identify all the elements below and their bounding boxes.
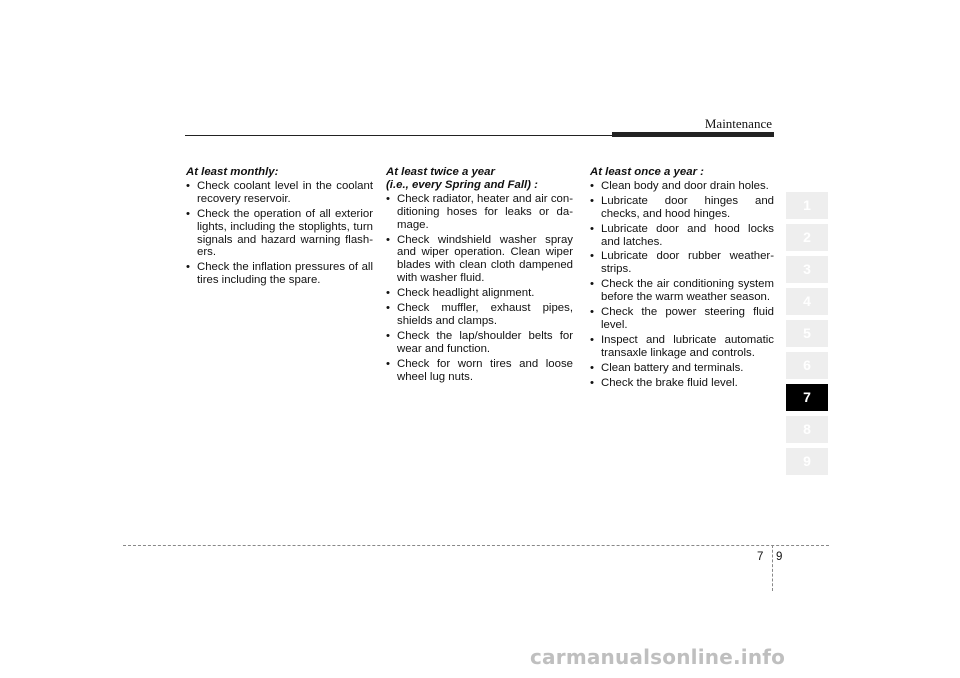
checklist bbox=[186, 180, 373, 287]
list-item: • Check coolant level in the coolant recovery reservoir. bbox=[186, 180, 373, 206]
list-item: • Lubricate door and hood locks and latches. bbox=[590, 223, 774, 249]
list-item: • Lubricate door hinges and checks, and hood hinges. bbox=[590, 195, 774, 221]
page-number-divider bbox=[772, 545, 773, 591]
chapter-tab-8[interactable]: 8 bbox=[786, 416, 828, 443]
column-heading: At least once a year : bbox=[590, 166, 704, 178]
list-item: • Check the air conditioning system before the warm weather season. bbox=[590, 278, 774, 304]
chapter-tab-6[interactable]: 6 bbox=[786, 352, 828, 379]
chapter-tab-4[interactable]: 4 bbox=[786, 288, 828, 315]
list-item: • Clean battery and terminals. bbox=[590, 362, 774, 375]
list-item: • Check windshield washer spray and wiper operation. Clean wiper blades with clean cloth dampened with washer fluid. bbox=[386, 234, 573, 286]
list-item: • Check the lap/shoulder belts for wear and function. bbox=[386, 330, 573, 356]
page-chapter-number: 7 bbox=[757, 551, 764, 563]
list-item: • Check for worn tires and loose wheel lug nuts. bbox=[386, 358, 573, 384]
list-item: • Clean body and door drain holes. bbox=[590, 180, 774, 193]
list-item: • Check the inflation pressures of all tires including the spare. bbox=[186, 261, 373, 287]
chapter-tab-5[interactable]: 5 bbox=[786, 320, 828, 347]
checklist bbox=[590, 180, 774, 390]
list-item: • Lubricate door rubber weather-strips. bbox=[590, 250, 774, 276]
list-item: • Check radiator, heater and air con-ditioning hoses for leaks or da-mage. bbox=[386, 193, 573, 232]
list-item: • Check the operation of all exterior lights, including the stoplights, turn signals and hazard warning flash-ers. bbox=[186, 208, 373, 260]
page-number: 9 bbox=[776, 551, 783, 563]
list-item: • Check the power steering fluid level. bbox=[590, 306, 774, 332]
section-header-title: Maintenance bbox=[704, 116, 772, 131]
chapter-tab-7[interactable]: 7 bbox=[786, 384, 828, 411]
list-item: • Inspect and lubricate automatic transaxle linkage and controls. bbox=[590, 334, 774, 360]
column-monthly bbox=[186, 166, 373, 289]
checklist bbox=[386, 193, 573, 384]
chapter-tab-1[interactable]: 1 bbox=[786, 192, 828, 219]
footer-divider bbox=[123, 545, 829, 546]
watermark: carmanualsonline.info bbox=[530, 645, 786, 669]
column-heading: At least twice a year (i.e., every Spring and Fall) : bbox=[386, 166, 538, 191]
list-item: • Check the brake fluid level. bbox=[590, 377, 774, 390]
list-item: • Check muffler, exhaust pipes, shields and clamps. bbox=[386, 302, 573, 328]
chapter-tab-3[interactable]: 3 bbox=[786, 256, 828, 283]
chapter-tabs bbox=[786, 192, 828, 480]
chapter-tab-2[interactable]: 2 bbox=[786, 224, 828, 251]
header-rule-thick bbox=[612, 132, 774, 137]
chapter-tab-9[interactable]: 9 bbox=[786, 448, 828, 475]
column-heading: At least monthly: bbox=[186, 166, 279, 178]
list-item: • Check headlight alignment. bbox=[386, 287, 573, 300]
header-rule-thin bbox=[185, 135, 615, 136]
column-once-a-year bbox=[590, 166, 774, 392]
column-twice-a-year bbox=[386, 166, 573, 386]
